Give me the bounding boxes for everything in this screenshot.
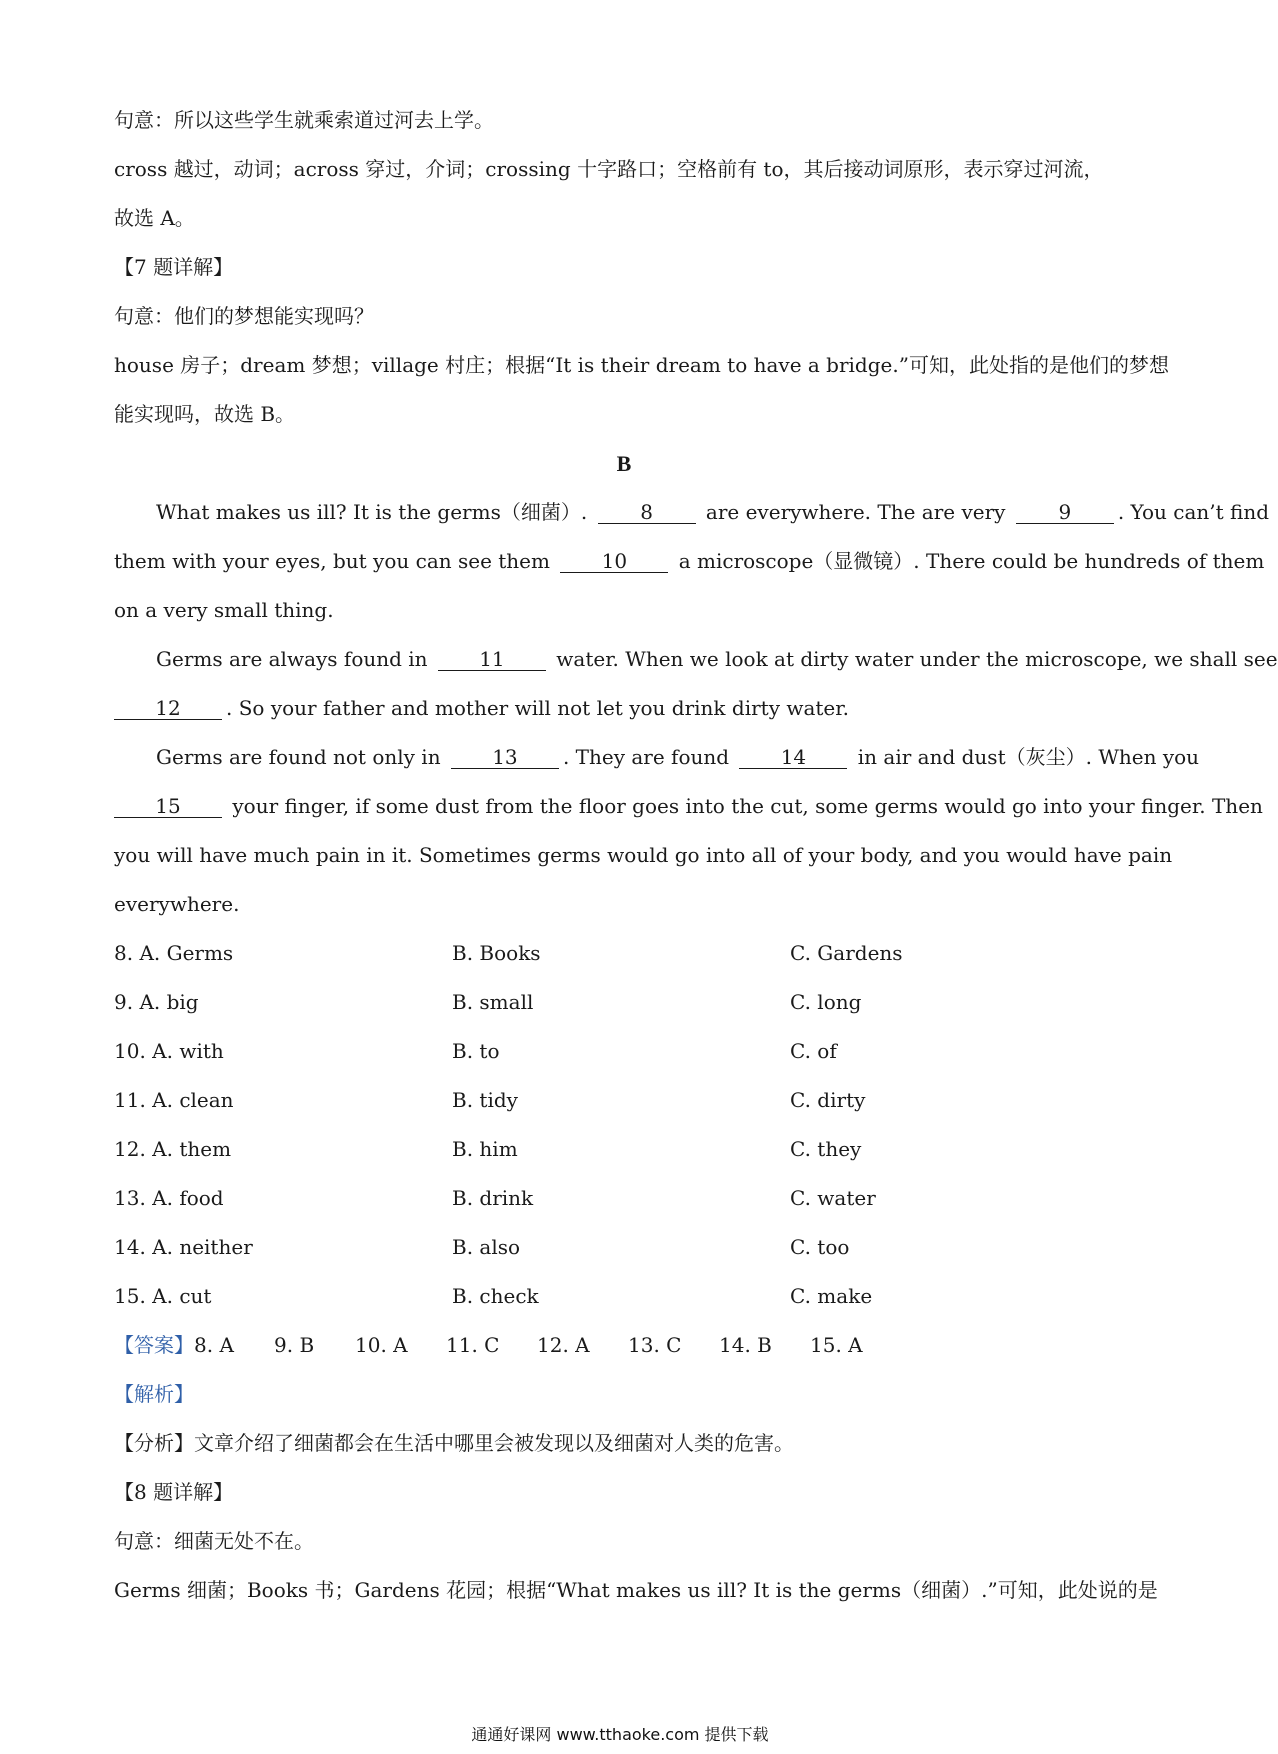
option-a: 15. A. cut xyxy=(114,1284,212,1308)
passage-text: water. When we look at dirty water under the microscope, we shall see xyxy=(556,647,1278,671)
passage-line xyxy=(114,537,1265,586)
option-c: C. Gardens xyxy=(790,941,903,965)
option-row xyxy=(114,1027,1134,1076)
passage-line: everywhere. xyxy=(114,892,240,916)
passage-text: are everywhere. The are very xyxy=(705,500,1006,524)
section-title: B xyxy=(616,451,632,476)
option-b: B. him xyxy=(452,1137,518,1161)
q7-header: 【7 题详解】 xyxy=(114,255,234,279)
blank-8: 8 xyxy=(598,501,696,524)
text-line: 句意：所以这些学生就乘索道过河去上学。 xyxy=(114,108,494,132)
option-a: 14. A. neither xyxy=(114,1235,253,1259)
passage-text: What makes us ill? It is the germs（细菌）. xyxy=(156,500,588,524)
document-page xyxy=(114,96,1278,1615)
answer-item: 10. A xyxy=(355,1333,408,1357)
passage-text: your finger, if some dust from the floor goes into the cut, some germs would go into your finger. Then xyxy=(232,794,1263,818)
answer-item: 13. C xyxy=(628,1333,682,1357)
text-line: 能实现吗，故选 B。 xyxy=(114,402,296,426)
blank-11: 11 xyxy=(438,648,546,671)
option-b: B. tidy xyxy=(452,1088,518,1112)
option-b: B. to xyxy=(452,1039,500,1063)
option-row xyxy=(114,1076,1134,1125)
text-line: house 房子；dream 梦想；village 村庄；根据“It is their dream to have a bridge.”可知，此处指的是他们的梦想 xyxy=(114,353,1169,377)
passage-text: them with your eyes, but you can see them xyxy=(114,549,550,573)
passage-text: Germs are found not only in xyxy=(156,745,441,769)
passage-text: . So your father and mother will not let you drink dirty water. xyxy=(226,696,849,720)
option-c: C. water xyxy=(790,1186,876,1210)
passage-text: Germs are always found in xyxy=(156,647,428,671)
option-b: B. also xyxy=(452,1235,521,1259)
option-row xyxy=(114,1223,1134,1272)
passage-line xyxy=(114,488,1270,537)
answer-row xyxy=(114,1321,1134,1370)
option-row xyxy=(114,1125,1134,1174)
text-line: 故选 A。 xyxy=(114,206,195,230)
option-c: C. they xyxy=(790,1137,862,1161)
q8-header: 【8 题详解】 xyxy=(114,1480,234,1504)
option-c: C. long xyxy=(790,990,862,1014)
answer-item: 12. A xyxy=(537,1333,590,1357)
analysis-text: 【分析】文章介绍了细菌都会在生活中哪里会被发现以及细菌对人类的危害。 xyxy=(114,1431,794,1455)
option-b: B. drink xyxy=(452,1186,534,1210)
option-c: C. dirty xyxy=(790,1088,866,1112)
option-a: 8. A. Germs xyxy=(114,941,234,965)
passage-line xyxy=(114,684,1134,733)
passage-line xyxy=(114,782,1263,831)
option-row xyxy=(114,1272,1134,1321)
passage-line xyxy=(114,733,1200,782)
option-a: 9. A. big xyxy=(114,990,199,1014)
option-b: B. check xyxy=(452,1284,539,1308)
blank-15: 15 xyxy=(114,795,222,818)
option-b: B. small xyxy=(452,990,534,1014)
option-b: B. Books xyxy=(452,941,541,965)
blank-14: 14 xyxy=(739,746,847,769)
option-a: 11. A. clean xyxy=(114,1088,234,1112)
option-a: 13. A. food xyxy=(114,1186,224,1210)
option-row xyxy=(114,978,1134,1027)
blank-12: 12 xyxy=(114,697,222,720)
option-c: C. make xyxy=(790,1284,873,1308)
option-c: C. of xyxy=(790,1039,837,1063)
answer-item: 9. B xyxy=(274,1333,315,1357)
answer-item: 8. A xyxy=(194,1333,234,1357)
answer-item: 11. C xyxy=(446,1333,500,1357)
blank-13: 13 xyxy=(451,746,559,769)
analysis-label: 【解析】 xyxy=(114,1382,194,1406)
text-line: Germs 细菌；Books 书；Gardens 花园；根据“What makes us ill? It is the germs（细菌）.”可知，此处说的是 xyxy=(114,1578,1158,1602)
passage-text: . They are found xyxy=(562,745,730,769)
passage-line xyxy=(114,635,1278,684)
answer-item: 15. A xyxy=(810,1333,863,1357)
answer-item: 14. B xyxy=(719,1333,772,1357)
blank-10: 10 xyxy=(560,550,668,573)
option-c: C. too xyxy=(790,1235,850,1259)
options-list xyxy=(114,929,1134,1321)
passage-line: on a very small thing. xyxy=(114,598,334,622)
option-a: 12. A. them xyxy=(114,1137,232,1161)
answer-label: 【答案】 xyxy=(114,1333,194,1357)
option-a: 10. A. with xyxy=(114,1039,224,1063)
page-footer: 通通好课网 www.tthaoke.com 提供下载 xyxy=(471,1725,769,1744)
blank-9: 9 xyxy=(1016,501,1114,524)
option-row xyxy=(114,1174,1134,1223)
text-line: 句意：他们的梦想能实现吗？ xyxy=(114,304,374,328)
passage-text: . You can’t find xyxy=(1117,500,1270,524)
text-line: cross 越过，动词；across 穿过，介词；crossing 十字路口；空格前有 to，其后接动词原形，表示穿过河流， xyxy=(114,157,1104,181)
option-row xyxy=(114,929,1134,978)
text-line: 句意：细菌无处不在。 xyxy=(114,1529,314,1553)
passage-text: in air and dust（灰尘）. When you xyxy=(857,745,1200,769)
passage-text: a microscope（显微镜）. There could be hundreds of them xyxy=(678,549,1265,573)
passage-line: you will have much pain in it. Sometimes germs would go into all of your body, and you would have pain xyxy=(114,843,1173,867)
